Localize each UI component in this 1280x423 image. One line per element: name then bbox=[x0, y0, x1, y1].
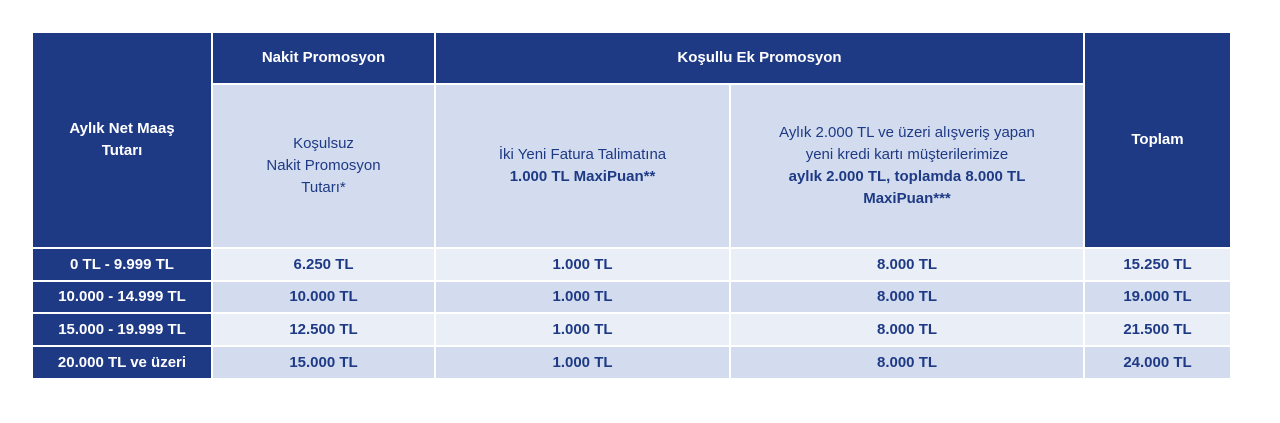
subheader-alisveris-line1: Aylık 2.000 TL ve üzeri alışveriş yapan bbox=[779, 124, 1035, 141]
cell-alisveris: 8.000 TL bbox=[730, 346, 1084, 379]
subheader-alisveris-line4: MaxiPuan*** bbox=[863, 190, 951, 207]
subheader-kosulsuz-line2: Nakit Promosyon bbox=[266, 157, 381, 174]
row-range: 0 TL - 9.999 TL bbox=[32, 248, 212, 281]
row-range: 15.000 - 19.999 TL bbox=[32, 313, 212, 346]
header-aylik-net-maas-line2: Tutarı bbox=[101, 142, 143, 159]
header-aylik-net-maas bbox=[32, 32, 212, 248]
subheader-alisveris bbox=[730, 84, 1084, 248]
promotion-table bbox=[31, 31, 1232, 380]
subheader-alisveris-line2: yeni kredi kartı müşterilerimize bbox=[805, 146, 1009, 163]
cell-fatura: 1.000 TL bbox=[435, 313, 730, 346]
cell-alisveris: 8.000 TL bbox=[730, 313, 1084, 346]
subheader-kosulsuz-line1: Koşulsuz bbox=[293, 135, 354, 152]
cell-fatura: 1.000 TL bbox=[435, 281, 730, 313]
subheader-alisveris-line3: aylık 2.000 TL, toplamda 8.000 TL bbox=[788, 168, 1026, 185]
cell-alisveris: 8.000 TL bbox=[730, 281, 1084, 313]
header-kosullu-ek-promosyon: Koşullu Ek Promosyon bbox=[435, 32, 1084, 84]
cell-toplam: 24.000 TL bbox=[1084, 346, 1231, 379]
subheader-fatura-line2: 1.000 TL MaxiPuan** bbox=[509, 168, 656, 185]
cell-toplam: 19.000 TL bbox=[1084, 281, 1231, 313]
table-row bbox=[32, 313, 1231, 346]
cell-nakit: 15.000 TL bbox=[212, 346, 435, 379]
cell-toplam: 21.500 TL bbox=[1084, 313, 1231, 346]
row-range: 20.000 TL ve üzeri bbox=[32, 346, 212, 379]
cell-fatura: 1.000 TL bbox=[435, 248, 730, 281]
subheader-fatura-line1: İki Yeni Fatura Talimatına bbox=[498, 146, 667, 163]
row-range: 10.000 - 14.999 TL bbox=[32, 281, 212, 313]
header-toplam: Toplam bbox=[1084, 32, 1231, 248]
subheader-fatura bbox=[435, 84, 730, 248]
header-nakit-promosyon: Nakit Promosyon bbox=[212, 32, 435, 84]
cell-nakit: 12.500 TL bbox=[212, 313, 435, 346]
table-row bbox=[32, 281, 1231, 313]
table-row bbox=[32, 346, 1231, 379]
header-aylik-net-maas-line1: Aylık Net Maaş bbox=[69, 120, 175, 137]
cell-alisveris: 8.000 TL bbox=[730, 248, 1084, 281]
cell-nakit: 10.000 TL bbox=[212, 281, 435, 313]
table-row bbox=[32, 248, 1231, 281]
cell-toplam: 15.250 TL bbox=[1084, 248, 1231, 281]
subheader-kosulsuz-line3: Tutarı* bbox=[301, 179, 346, 196]
cell-fatura: 1.000 TL bbox=[435, 346, 730, 379]
subheader-kosulsuz bbox=[212, 84, 435, 248]
cell-nakit: 6.250 TL bbox=[212, 248, 435, 281]
